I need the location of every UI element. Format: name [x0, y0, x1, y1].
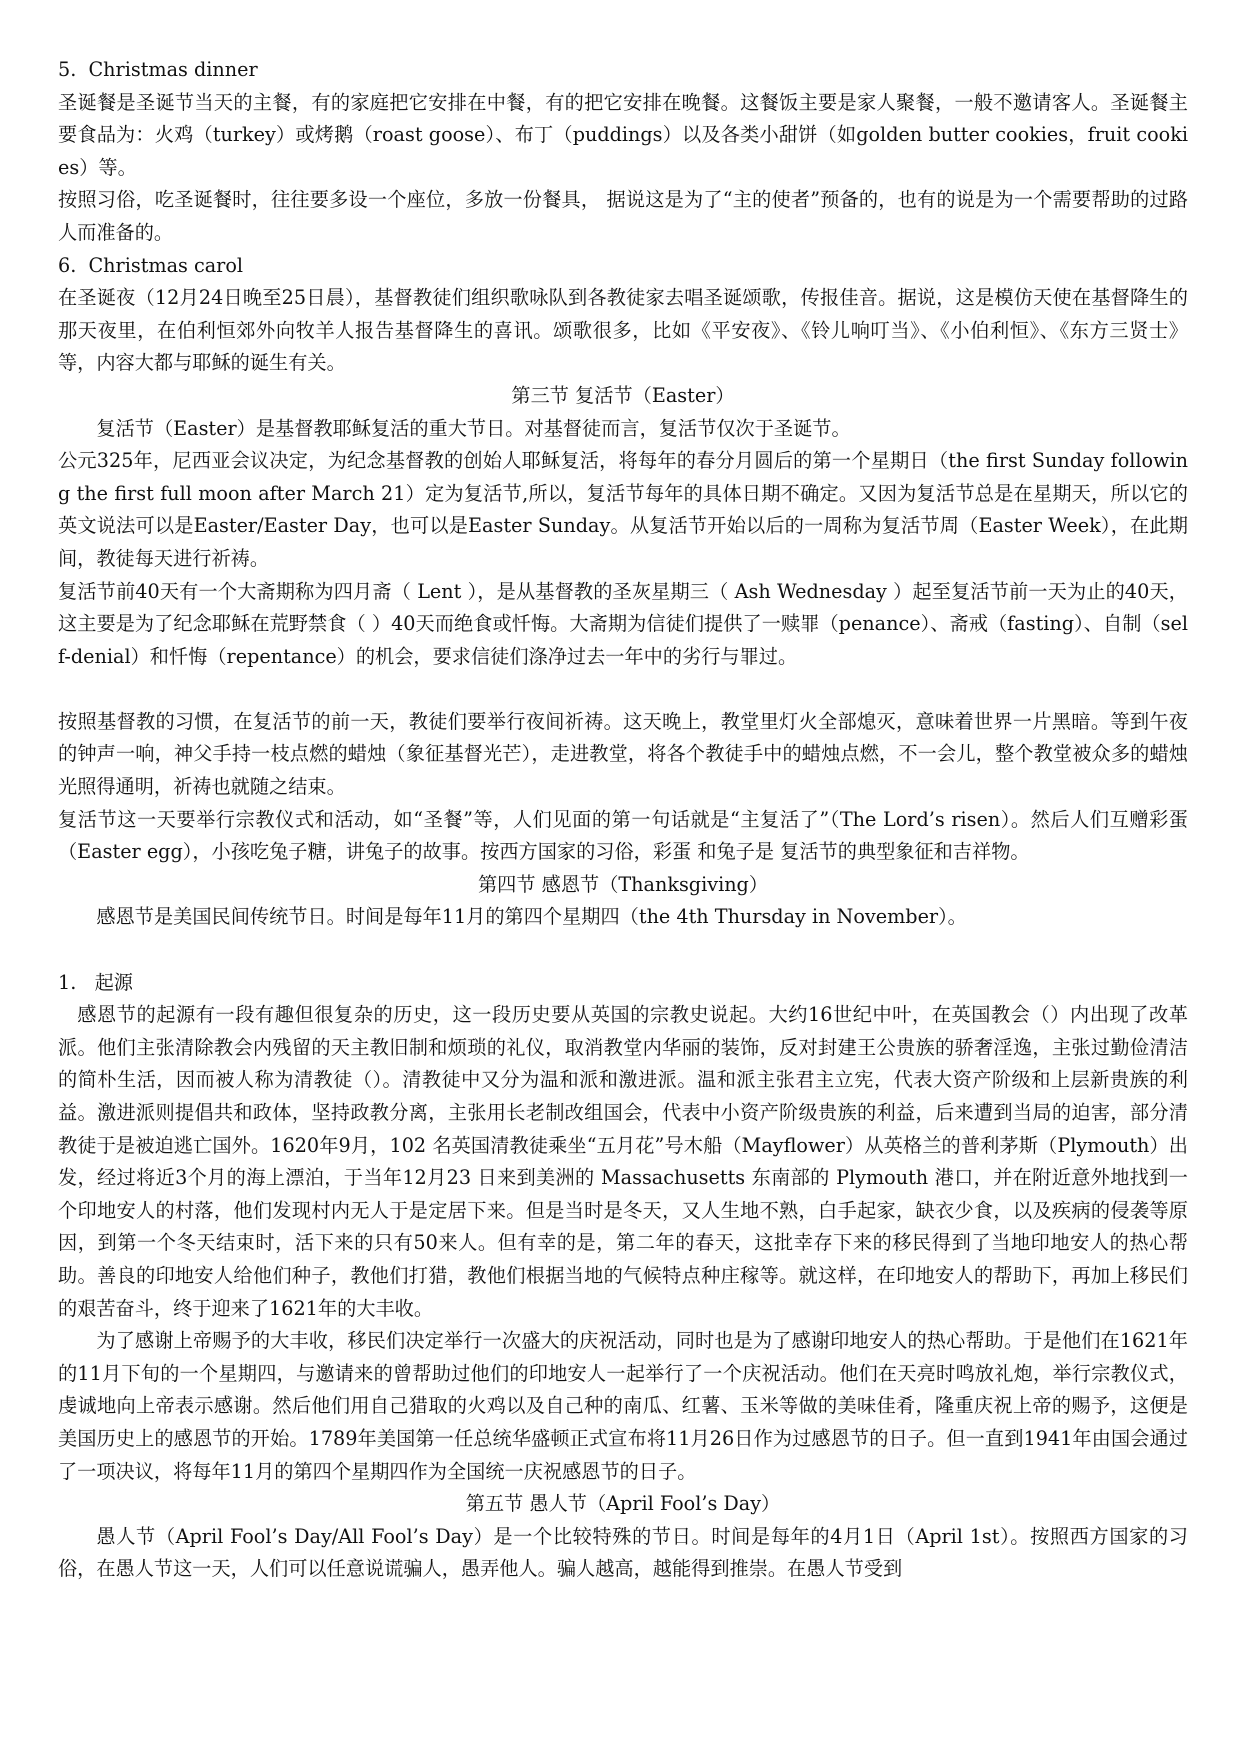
paragraph: 按照基督教的习惯，在复活节的前一天，教徒们要举行夜间祈祷。这天晚上，教堂里灯火全部熄灭，意味着世界一片黑暗。等到午夜的钟声一响，神父手持一枝点燃的蜡烛（象征基督光芒），走进教堂，将各个教徒手中的蜡烛点燃，不一会儿，整个教堂被众多的蜡烛光照得通明，祈祷也就随之结束。 [58, 709, 1188, 799]
paragraph: 在圣诞夜（12月24日晚至25日晨），基督教徒们组织歌咏队到各教徒家去唱圣诞颂歌，传报佳音。据说，这是模仿天使在基督降生的那天夜里，在伯利恒郊外向牧羊人报告基督降生的喜讯。颂歌很多，比如《平安夜》、《铃儿响叮当》、《小伯利恒》、《东方三贤士》等，内容大都与耶稣的诞生有关。 [58, 286, 1188, 375]
section-heading-christmas-dinner: 5. Christmas dinner [58, 58, 258, 81]
paragraph: 按照习俗，吃圣诞餐时，往往要多设一个座位，多放一份餐具， 据说这是为了“主的使者”预备的，也有的说是为一个需要帮助的过路人而准备的。 [58, 188, 1188, 244]
paragraph: 感恩节的起源有一段有趣但很复杂的历史，这一段历史要从英国的宗教史说起。大约16世纪中叶，在英国教会（）内出现了改革派。他们主张清除教会内残留的天主教旧制和烦琐的礼仪，取消教堂内华丽的装饰，反对封建王公贵族的骄奢淫逸，主张过勤俭清洁的简朴生活，因而被人称为清教徒（）。清教徒中又分为温和派和激进派。温和派主张君主立宪，代表大资产阶级和上层新贵族的利益。激进派则提倡共和政体，坚持政教分离，主张用长老制改组国会，代表中小资产阶级贵族的利益，后来遭到当局的迫害，部分清教徒于是被迫逃亡国外。1620年9月，102 名英国清教徒乘坐“五月花”号木船（Mayflower）从英格兰的普利茅斯（Plymouth）出发，经过将近3个月的海上漂泊，于当年12月23 日来到美洲的 Massachusetts 东南部的 Plymouth 港口，并在附近意外地找到一个印地安人的村落，他们发现村内无人于是定居下来。但是当时是冬天，又人生地不熟，白手起家，缺衣少食，以及疾病的侵袭等原因，到第一个冬天结束时，活下来的只有50来人。但有幸的是，第二年的春天，这批幸存下来的移民得到了当地印地安人的热心帮助。善良的印地安人给他们种子，教他们打猎，教他们根据当地的气候特点种庄稼等。就这样，在印地安人的帮助下，再加上移民们的艰苦奋斗，终于迎来了1621年的大丰收。 [58, 1003, 1188, 1320]
paragraph: 圣诞餐是圣诞节当天的主餐，有的家庭把它安排在中餐，有的把它安排在晚餐。这餐饭主要是家人聚餐，一般不邀请客人。圣诞餐主要食品为：火鸡（turkey）或烤鹅（roast goose）、布丁（puddings）以及各类小甜饼（如golden butter cookies，fruit cookies）等。 [58, 90, 1188, 179]
paragraph: 复活节这一天要举行宗教仪式和活动，如“圣餐”等，人们见面的第一句话就是“主复活了”（The Lord’s risen）。然后人们互赠彩蛋（Easter egg），小孩吃兔子糖，讲兔子的故事。按西方国家的习俗，彩蛋 和兔子是 复活节的典型象征和吉祥物。 [58, 807, 1188, 864]
chapter-heading-thanksgiving: 第四节 感恩节（Thanksgiving） [477, 872, 769, 896]
section-heading-origin: 1. 起源 [58, 970, 133, 994]
paragraph: 为了感谢上帝赐予的大丰收，移民们决定举行一次盛大的庆祝活动，同时也是为了感谢印地安人的热心帮助。于是他们在1621年的11月下旬的一个星期四，与邀请来的曾帮助过他们的印地安人一起举行了一个庆祝活动。他们在天亮时鸣放礼炮，举行宗教仪式，虔诚地向上帝表示感谢。然后他们用自己猎取的火鸡以及自己种的南瓜、红薯、玉米等做的美味佳肴，隆重庆祝上帝的赐予，这便是美国历史上的感恩节的开始。1789年美国第一任总统华盛顿正式宣布将11月26日作为过感恩节的日子。但一直到1941年由国会通过了一项决议，将每年11月的第四个星期四作为全国统一庆祝感恩节的日子。 [58, 1329, 1188, 1483]
paragraph: 愚人节（April Fool’s Day/All Fool’s Day）是一个比较特殊的节日。时间是每年的4月1日（April 1st）。按照西方国家的习俗，在愚人节这一天，人们可以任意说谎骗人，愚弄他人。骗人越高，越能得到推崇。在愚人节受到 [58, 1524, 1188, 1581]
paragraph: 复活节前40天有一个大斋期称为四月斋（ Lent ），是从基督教的圣灰星期三（ Ash Wednesday ）起至复活节前一天为止的40天，这主要是为了纪念耶稣在荒野禁食（ ）40天而绝食或忏悔。大斋期为信徒们提供了一赎罪（penance）、斋戒（fasting）、自制（self-denial）和忏悔（repentance）的机会，要求信徒们涤净过去一年中的劣行与罪过。 [58, 579, 1188, 668]
paragraph: 感恩节是美国民间传统节日。时间是每年11月的第四个星期四（the 4th Thursday in November）。 [96, 905, 967, 929]
blank-line [58, 934, 1188, 967]
blank-line [58, 673, 1188, 706]
chapter-heading-april-fools: 第五节 愚人节（April Fool’s Day） [465, 1492, 781, 1516]
section-heading-christmas-carol: 6. Christmas carol [58, 253, 244, 277]
paragraph: 公元325年，尼西亚会议决定，为纪念基督教的创始人耶稣复活，将每年的春分月圆后的第一个星期日（the first Sunday following the first full moon after March 21）定为复活节,所以，复活节每年的具体日期不确定。又因为复活节总是在星期天，所以它的英文说法可以是Easter/Easter Day，也可以是Easter Sunday。从复活节开始以后的一周称为复活节周（Easter Week），在此期间，教徒每天进行祈祷。 [58, 449, 1188, 570]
document-page [58, 54, 1188, 1586]
chapter-heading-easter: 第三节 复活节（Easter） [511, 383, 735, 407]
paragraph: 复活节（Easter）是基督教耶稣复活的重大节日。对基督徒而言，复活节仅次于圣诞节。 [96, 416, 851, 440]
